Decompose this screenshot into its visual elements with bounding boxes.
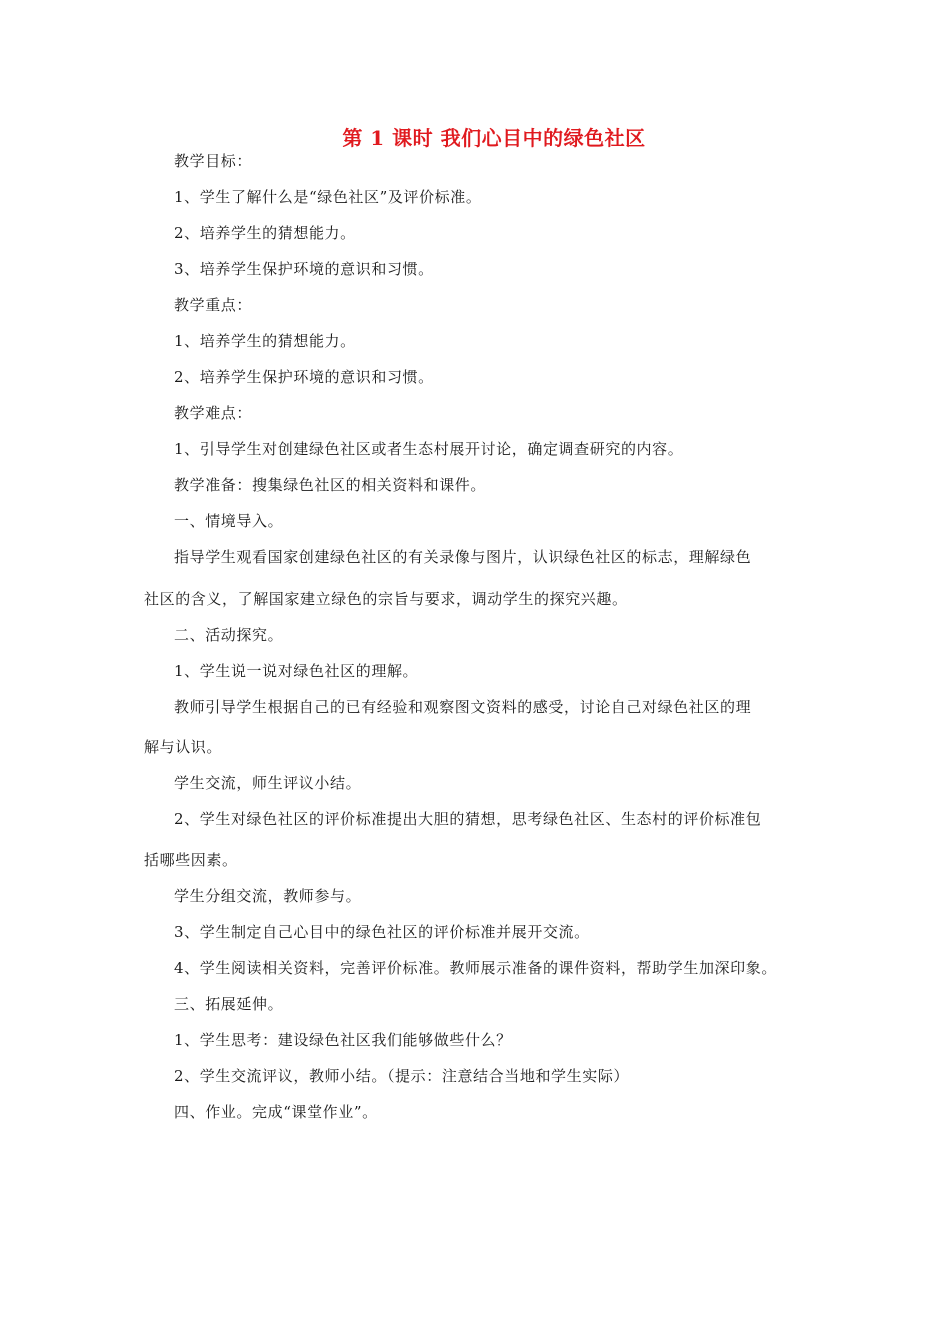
paragraph-line: 4、学生阅读相关资料，完善评价标准。教师展示准备的课件资料，帮助学生加深印象。 (174, 959, 777, 977)
paragraph-line: 1、培养学生的猜想能力。 (174, 332, 356, 350)
paragraph-line: 3、培养学生保护环境的意识和习惯。 (174, 260, 434, 278)
paragraph-line: 括哪些因素。 (144, 851, 238, 869)
section-heading-homework: 四、作业。完成“课堂作业”。 (174, 1103, 378, 1121)
paragraph-line: 1、引导学生对创建绿色社区或者生态村展开讨论，确定调查研究的内容。 (174, 440, 684, 458)
paragraph-line: 2、学生交流评议，教师小结。（提示：注意结合当地和学生实际） (174, 1067, 630, 1085)
section-heading-key-points: 教学重点： (174, 296, 253, 314)
paragraph-line: 社区的含义，了解国家建立绿色的宗旨与要求，调动学生的探究兴趣。 (144, 590, 628, 608)
section-heading-extension: 三、拓展延伸。 (174, 995, 284, 1013)
paragraph-line: 2、培养学生保护环境的意识和习惯。 (174, 368, 434, 386)
paragraph-line: 3、学生制定自己心目中的绿色社区的评价标准并展开交流。 (174, 923, 590, 941)
section-heading-objectives: 教学目标： (174, 152, 253, 170)
section-heading-difficulties: 教学难点： (174, 404, 253, 422)
paragraph-line: 1、学生了解什么是“绿色社区”及评价标准。 (174, 188, 482, 206)
paragraph-line: 解与认识。 (144, 738, 223, 756)
paragraph-line: 学生交流，师生评议小结。 (174, 774, 362, 792)
paragraph-line: 1、学生说一说对绿色社区的理解。 (174, 662, 419, 680)
paragraph-line: 2、学生对绿色社区的评价标准提出大胆的猜想，思考绿色社区、生态村的评价标准包 (174, 810, 762, 828)
paragraph-line: 教师引导学生根据自己的已有经验和观察图文资料的感受，讨论自己对绿色社区的理 (174, 698, 752, 716)
document-title: 第 1 课时 我们心目中的绿色社区 (342, 126, 646, 150)
paragraph-line: 指导学生观看国家创建绿色社区的有关录像与图片，认识绿色社区的标志，理解绿色 (174, 548, 752, 566)
paragraph-line: 学生分组交流，教师参与。 (174, 887, 362, 905)
paragraph-line: 1、学生思考：建设绿色社区我们能够做些什么？ (174, 1031, 512, 1049)
section-heading-intro: 一、情境导入。 (174, 512, 284, 530)
paragraph-line: 2、培养学生的猜想能力。 (174, 224, 356, 242)
section-heading-activity: 二、活动探究。 (174, 626, 284, 644)
paragraph-line: 教学准备：搜集绿色社区的相关资料和课件。 (174, 476, 487, 494)
